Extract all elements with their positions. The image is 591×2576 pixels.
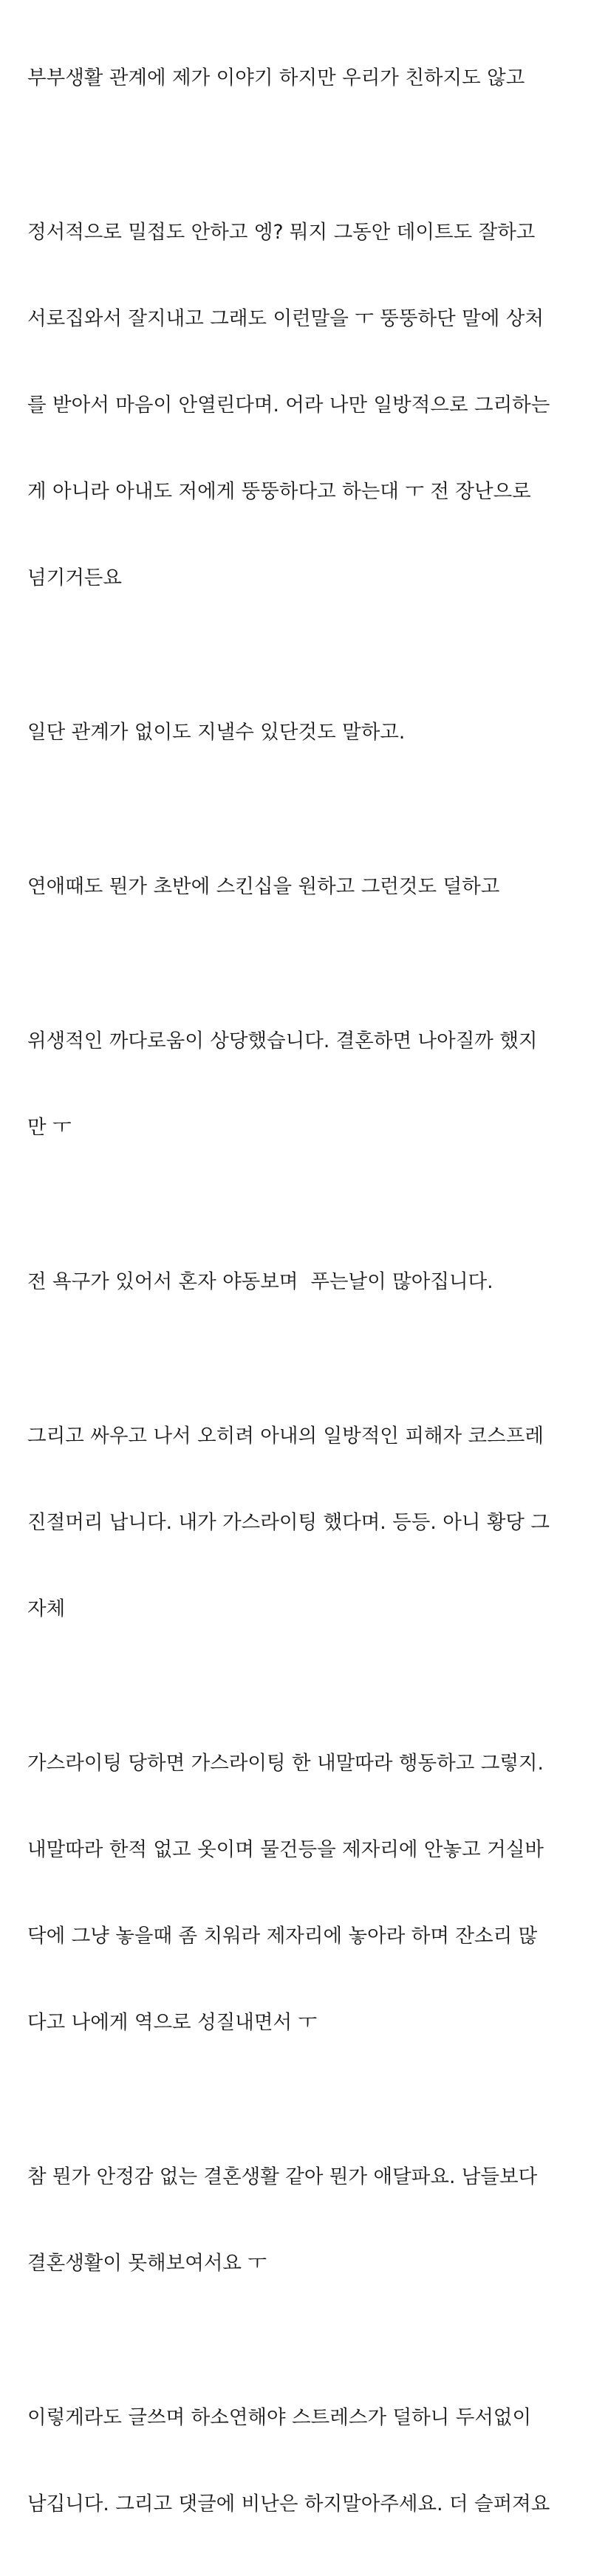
paragraph-6 [27,1210,576,1354]
text-line: 게 아니라 아내도 저에게 뚱뚱하다고 하는대 ㅜ 전 장난으로 [27,480,531,503]
text-line: 서로집와서 잘지내고 그래도 이런말을 ㅜ 뚱뚱하단 말에 상처 [27,307,544,330]
text-line: 위생적인 까다로움이 상당했습니다. 결혼하면 나아질까 했지 [27,1030,538,1052]
text-line: 그리고 싸우고 나서 오히려 아내의 일방적인 피해자 코스프레 [27,1425,544,1448]
paragraph-9 [27,2105,576,2335]
text-line: 이렇게라도 글쓰며 하소연해야 스트레스가 덜하니 두서없이 [27,2406,532,2429]
text-line: 부부생활 관계에 제가 이야기 하지만 우리가 친하지도 않고 [27,66,525,89]
text-line: 다고 나에게 역으로 성질내면서 ㅜ [27,2011,318,2034]
paragraph-2 [27,160,576,650]
text-line: 내말따라 한적 없고 옷이며 물건등을 제자리에 안놓고 거실바 [27,1838,544,1861]
text-line: 를 받아서 마음이 안열린다며. 어라 나만 일방적으로 그리하는 [27,394,550,417]
paragraph-8 [27,1691,576,2094]
paragraph-7 [27,1364,576,1681]
paragraph-3 [27,660,576,804]
text-line: 남깁니다. 그리고 댓글에 비난은 하지말아주세요. 더 슬퍼져요 [27,2493,550,2515]
text-line: 자체 [27,1597,66,1620]
paragraph-10 [27,2346,576,2576]
text-line: 진절머리 납니다. 내가 가스라이팅 했다며. 등등. 아니 황당 그 [27,1511,550,1534]
text-line: 닥에 그냥 놓을때 좀 치워라 제자리에 놓아라 하며 잔소리 많 [27,1925,538,1948]
text-line: 연애때도 뭔가 초반에 스킨십을 원하고 그런것도 덜하고 [27,875,500,898]
text-line: 가스라이팅 당하면 가스라이팅 한 내말따라 행동하고 그렇지. [27,1752,544,1775]
paragraph-4 [27,815,576,959]
text-line: 일단 관계가 없이도 지낼수 있단것도 말하고. [27,721,406,744]
text-line: 넘기거든요 [27,566,122,589]
paragraph-5 [27,969,576,1199]
text-line: 만 ㅜ [27,1116,72,1139]
paragraph-1 [27,6,576,150]
text-line: 전 욕구가 있어서 혼자 야동보며 푸는날이 많아집니다. [27,1270,493,1293]
text-line: 결혼생활이 못해보여서요 ㅜ [27,2252,267,2275]
text-line: 참 뭔가 안정감 없는 결혼생활 같아 뭔가 애달파요. 남들보다 [27,2165,538,2188]
text-line: 정서적으로 밀접도 안하고 엥? 뭐지 그동안 데이트도 잘하고 [27,221,536,244]
